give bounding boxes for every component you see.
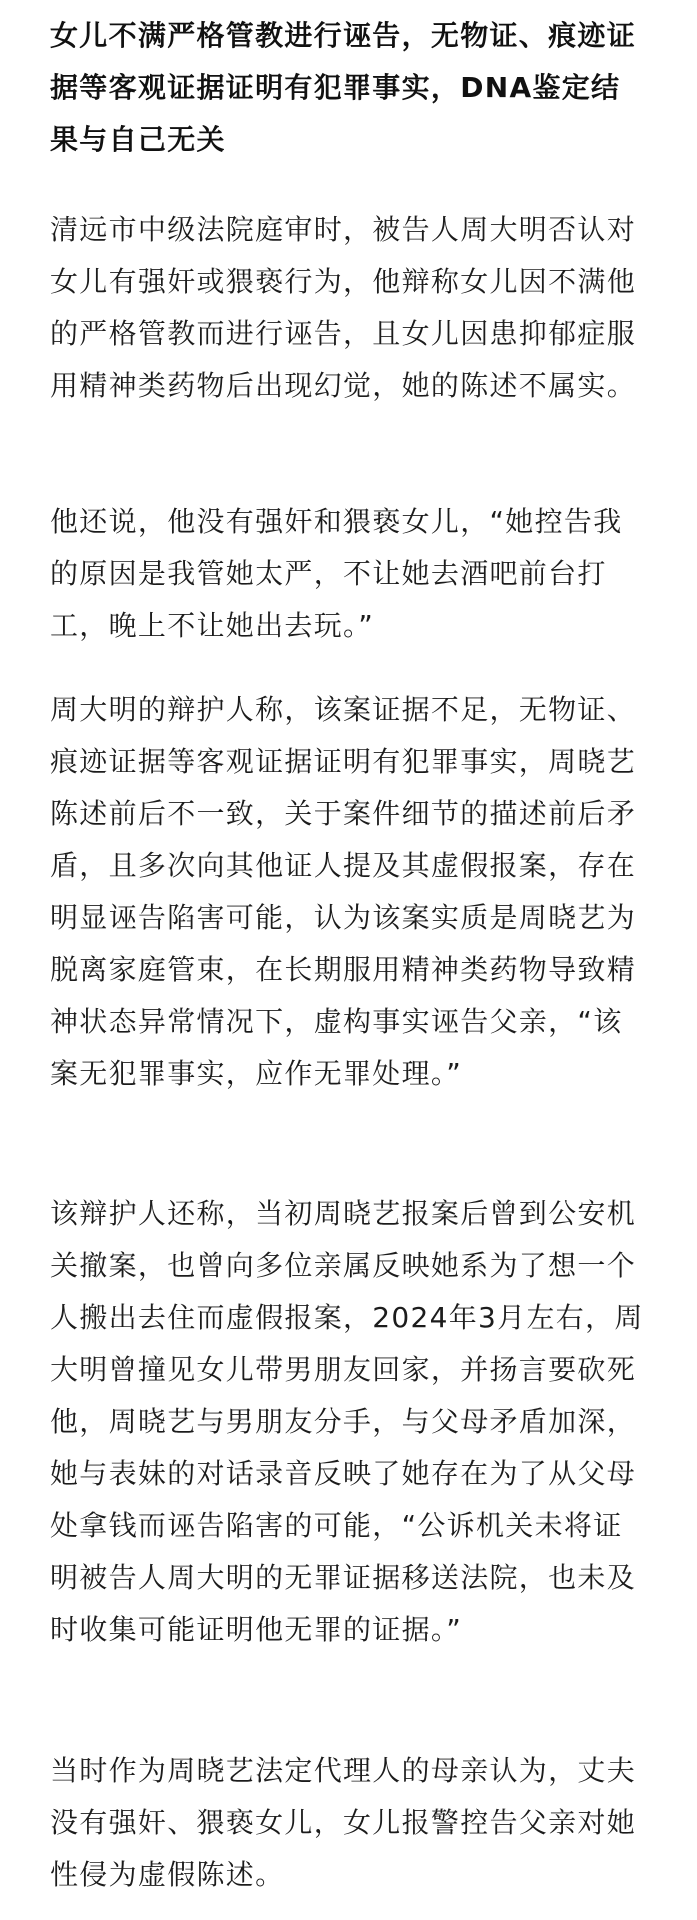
paragraph-defense-claims: 该辩护人还称，当初周晓艺报案后曾到公安机关撤案，也曾向多位亲属反映她系为了想一个人搬出去住而虚假报案，2024年3月左右，周大明曾撞见女儿带男朋友回家，并扬言要砍死他，周晓艺与男朋友分手，与父母矛盾加深，她与表妹的对话录音反映了她存在为了从父母处拿钱而诬告陷害的可能，“公诉机关未将证明被告人周大明的无罪证据移送法院，也未及时收集可能证明他无罪的证据。”: [50, 1197, 644, 1646]
paragraph-mother-statement: 当时作为周晓艺法定代理人的母亲认为，丈夫没有强奸、猥亵女儿，女儿报警控告父亲对她性侵为虚假陈述。: [50, 1754, 637, 1891]
paragraph-defense-argument: 周大明的辩护人称，该案证据不足，无物证、痕迹证据等客观证据证明有犯罪事实，周晓艺陈述前后不一致，关于案件细节的描述前后矛盾，且多次向其他证人提及其虚假报案，存在明显诬告陷害可能，认为该案实质是周晓艺为脱离家庭管束，在长期服用精神类药物导致精神状态异常情况下，虚构事实诬告父亲，“该案无犯罪事实，应作无罪处理。”: [50, 693, 637, 1090]
article-heading: 女儿不满严格管教进行诬告，无物证、痕迹证据等客观证据证明有犯罪事实，DNA鉴定结果与自己无关: [50, 19, 637, 156]
paragraph-defendant-quote: 他还说，他没有强奸和猥亵女儿，“她控告我的原因是我管她太严，不让她去酒吧前台打工，晚上不让她出去玩。”: [50, 505, 623, 642]
paragraph-defendant-denial: 清远市中级法院庭审时，被告人周大明否认对女儿有强奸或猥亵行为，他辩称女儿因不满他的严格管教而进行诬告，且女儿因患抑郁症服用精神类药物后出现幻觉，她的陈述不属实。: [50, 213, 637, 402]
